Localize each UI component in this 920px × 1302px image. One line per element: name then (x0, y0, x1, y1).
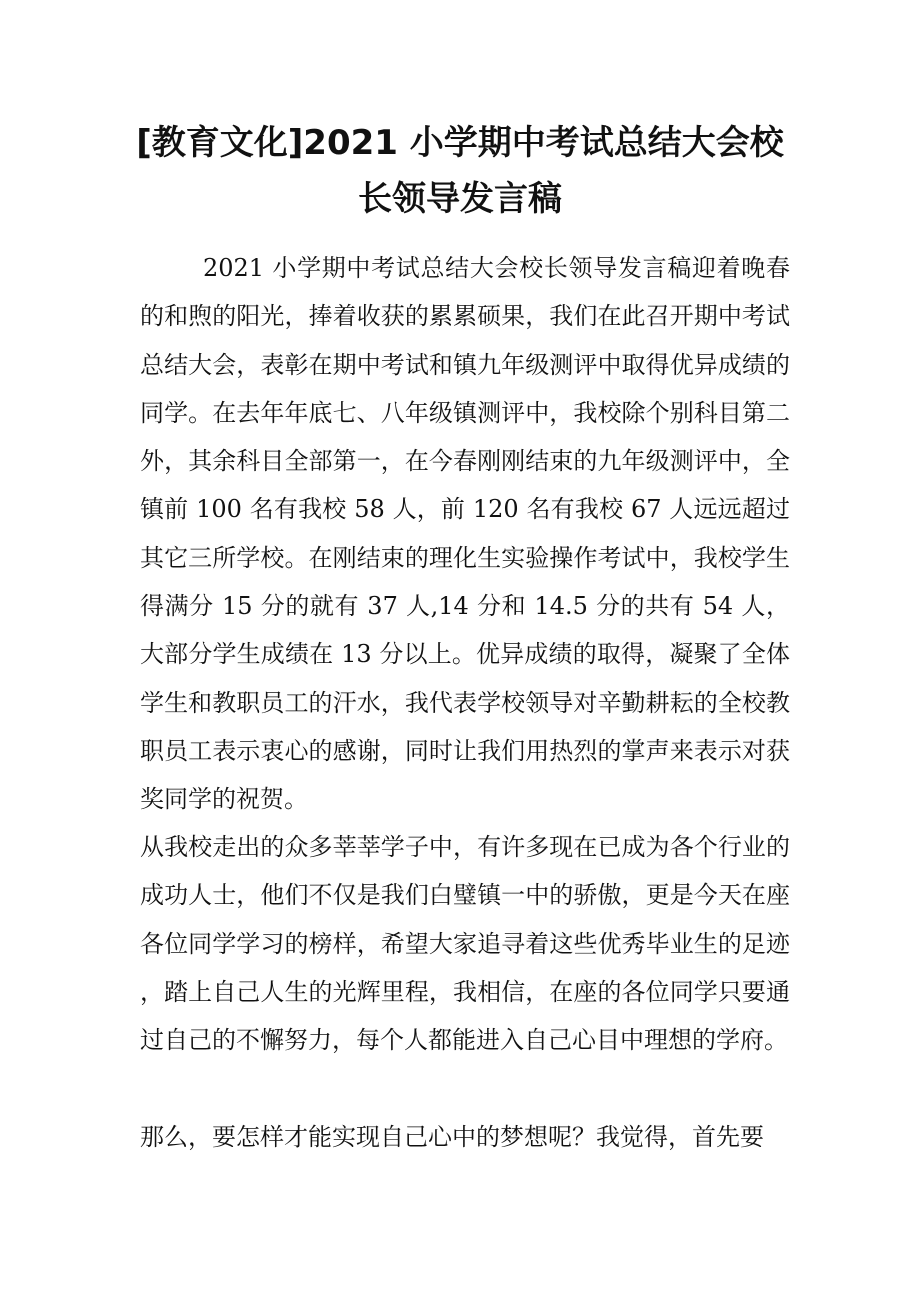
paragraph-2: 从我校走出的众多莘莘学子中，有许多现在已成为各个行业的成功人士，他们不仅是我们白璧镇一中的骄傲，更是今天在座各位同学学习的榜样，希望大家追寻着这些优秀毕业生的足迹，踏上自己人生的光辉里程，我相信，在座的各位同学只要通过自己的不懈努力，每个人都能进入自己心目中理想的学府。 (140, 833, 790, 1055)
paragraph-1: 2021 小学期中考试总结大会校长领导发言稿迎着晚春的和煦的阳光，捧着收获的累累硕果，我们在此召开期中考试总结大会，表彰在期中考试和镇九年级测评中取得优异成绩的同学。在去年年底七、八年级镇测评中，我校除个别科目第二外，其余科目全部第一，在今春刚刚结束的九年级测评中，全镇前 100 名有我校 58 人，前 120 名有我校 67 人远远超过其它三所学校。在刚结束的理化生实验操作考试中，我校学生得满分 15 分的就有 37 人,14 分和 14.5 分的共有 54 人，大部分学生成绩在 13 分以上。优异成绩的取得，凝聚了全体学生和教职员工的汗水，我代表学校领导对辛勤耕耘的全校教职员工表示衷心的感谢，同时让我们用热烈的掌声来表示对获奖同学的祝贺。 (140, 254, 790, 814)
document-title-line-2: 长领导发言稿 (358, 179, 562, 219)
paragraph-3: 那么，要怎样才能实现自己心中的梦想呢？我觉得，首先要 (140, 1123, 764, 1151)
document-title-line-1: [教育文化]2021 小学期中考试总结大会校 (136, 123, 784, 163)
